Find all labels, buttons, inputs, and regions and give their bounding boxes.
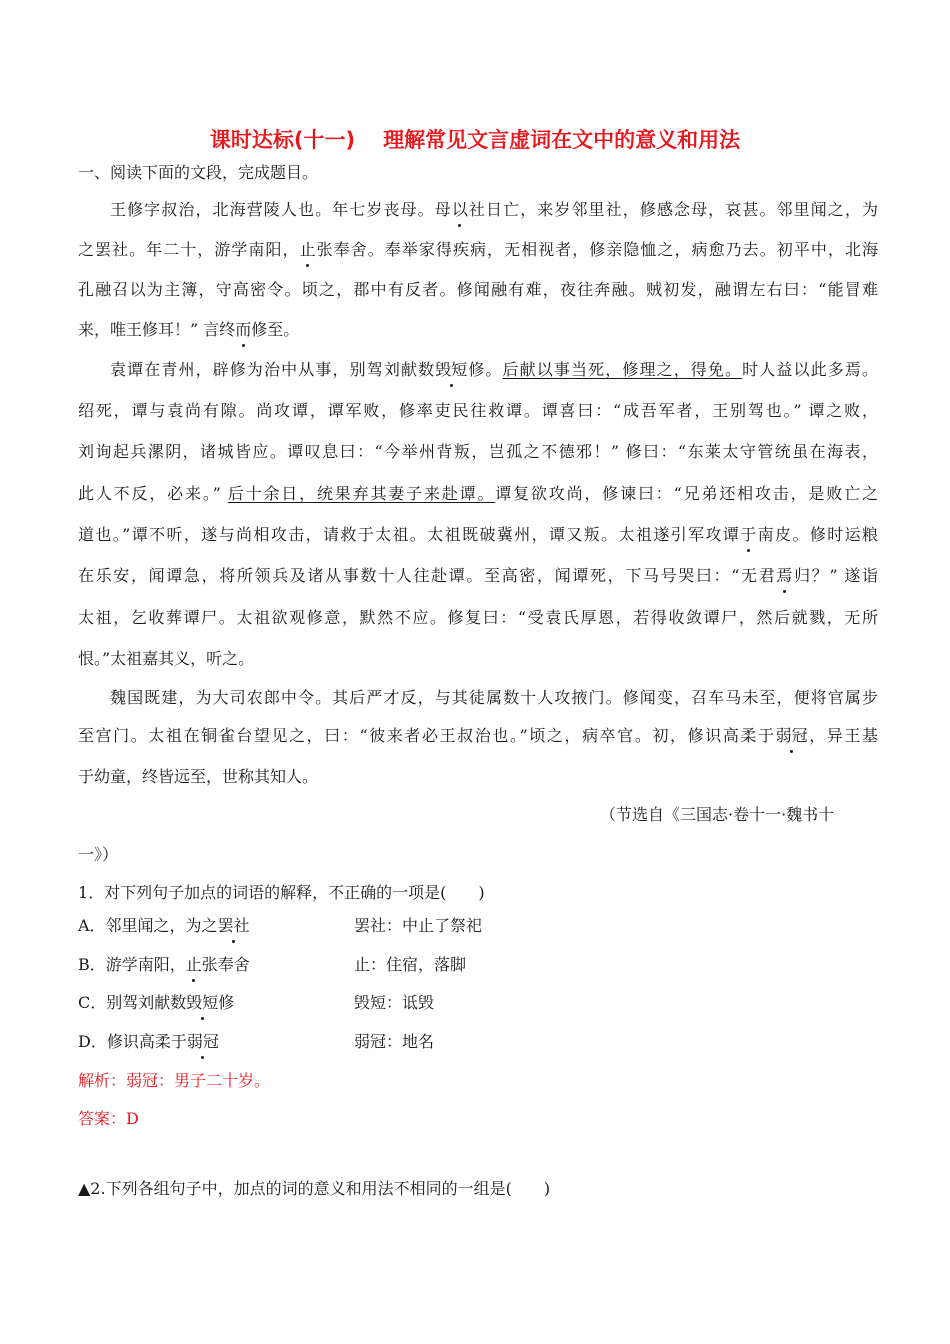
p3-line-1: 魏国既建，为大司农郎中令。其后严才反，与其徒属数十人攻掖门。修闻变，召车马未至，便将官属步 bbox=[110, 688, 878, 707]
underlined-sentence: 后十余日，统果弃其妻子来赴谭。 bbox=[227, 484, 496, 503]
option-c-explanation: 毁短：诋毁 bbox=[354, 993, 435, 1012]
question-2-stem: ▲2.下列各组句子中，加点的词的意义和用法不相同的一组是( ) bbox=[78, 1179, 551, 1198]
p1-line-1: 王修字叔治，北海营陵人也。年七岁丧母。母以社日亡，来岁邻里社，修感念母，哀甚。邻里闻之，为 bbox=[110, 200, 878, 219]
section-heading: 一、阅读下面的文段，完成题目。 bbox=[78, 163, 319, 182]
source-citation: （节选自《三国志·卷十一·魏书十 bbox=[600, 805, 835, 824]
dotted-word: 于 bbox=[740, 525, 757, 544]
answer-text: 答案：D bbox=[78, 1109, 139, 1128]
option-b-explanation: 止：住宿，落脚 bbox=[354, 955, 467, 974]
dotted-word: 以 bbox=[451, 200, 468, 219]
p2-line-3: 刘询起兵漯阴，诸城皆应。谭叹息曰：“今举州背叛，岂孤之不德邪！” 修曰：“东莱太守管统虽在海表， bbox=[78, 442, 878, 461]
option-d-explanation: 弱冠：地名 bbox=[354, 1032, 435, 1051]
option-b: B．游学南阳，止张奉舍 bbox=[78, 955, 250, 974]
p1-line-4: 来，唯王修耳！” 言终而修至。 bbox=[78, 320, 300, 339]
p1-line-3: 孔融召以为主簿，守高密令。顷之，郡中有反者。修闻融有难，夜往奔融。贼初发，融谓左右曰：“能冒难 bbox=[78, 280, 878, 299]
dotted-word: 止 bbox=[185, 955, 202, 974]
option-c: C．别驾刘献数毁短修 bbox=[78, 993, 235, 1012]
underlined-sentence: 后献以事当死，修理之，得免。 bbox=[502, 360, 743, 379]
source-citation-cont: 一》） bbox=[78, 845, 119, 864]
dotted-word: 而 bbox=[235, 320, 252, 339]
option-d: D．修识高柔于弱冠 bbox=[78, 1032, 219, 1051]
p2-line-7: 太祖，乞收葬谭尸。太祖欲观修意，默然不应。修复曰：“受袁氏厚恩，若得收敛谭尸，然后就戮，无所 bbox=[78, 608, 878, 627]
title-part-b: 理解常见文言虚词在文中的意义和用法 bbox=[383, 128, 741, 152]
dotted-word: 止 bbox=[299, 240, 316, 259]
p3-line-3: 于幼童，终皆远至，世称其知人。 bbox=[78, 767, 319, 786]
p1-line-2: 之罢社。年二十，游学南阳，止张奉舍。奉举家得疾病，无相视者，修亲隐恤之，病愈乃去。初平中，北海 bbox=[78, 240, 878, 259]
page-title bbox=[0, 124, 950, 154]
dotted-word: 毁短 bbox=[435, 360, 468, 379]
dotted-word: 罢社 bbox=[217, 916, 250, 935]
p2-line-1: 袁谭在青州，辟修为治中从事，别驾刘献数毁短修。后献以事当死，修理之，得免。时人益以此多焉。 bbox=[110, 360, 878, 379]
p2-line-6: 在乐安，闻谭急，将所领兵及诸从事数十人往赴谭。至高密，闻谭死，下马号哭曰：“无君焉归？” 遂诣 bbox=[78, 566, 878, 585]
p2-line-4: 此人不反，必来。” 后十余日，统果弃其妻子来赴谭。谭复欲攻尚，修谏曰：“兄弟还相攻击，是败亡之 bbox=[78, 484, 878, 503]
dotted-word: 弱冠 bbox=[186, 1032, 219, 1051]
analysis-text: 解析：弱冠：男子二十岁。 bbox=[78, 1071, 271, 1090]
p2-line-2: 绍死，谭与袁尚有隙。尚攻谭，谭军败，修率吏民往救谭。谭喜曰：“成吾军者，王别驾也。” 谭之败， bbox=[78, 401, 878, 420]
question-1-stem: 1．对下列句子加点的词语的解释，不正确的一项是( ) bbox=[78, 883, 485, 902]
option-a-explanation: 罢社：中止了祭祀 bbox=[354, 916, 483, 935]
option-a: A．邻里闻之，为之罢社 bbox=[78, 916, 250, 935]
p3-line-2: 至宫门。太祖在铜雀台望见之，曰：“彼来者必王叔治也。”顷之，病卒官。初，修识高柔于弱冠，异王基 bbox=[78, 726, 878, 745]
title-part-a: 课时达标(十一) bbox=[209, 128, 356, 152]
dotted-word: 弱冠 bbox=[775, 726, 808, 745]
dotted-word: 毁短 bbox=[186, 993, 219, 1012]
p2-line-5: 道也。”谭不听，遂与尚相攻击，请救于太祖。太祖既破冀州，谭又叛。太祖遂引军攻谭于南皮。修时运粮 bbox=[78, 525, 878, 544]
p2-line-8: 恨。”太祖嘉其义，听之。 bbox=[78, 649, 255, 668]
dotted-word: 焉 bbox=[776, 566, 793, 585]
